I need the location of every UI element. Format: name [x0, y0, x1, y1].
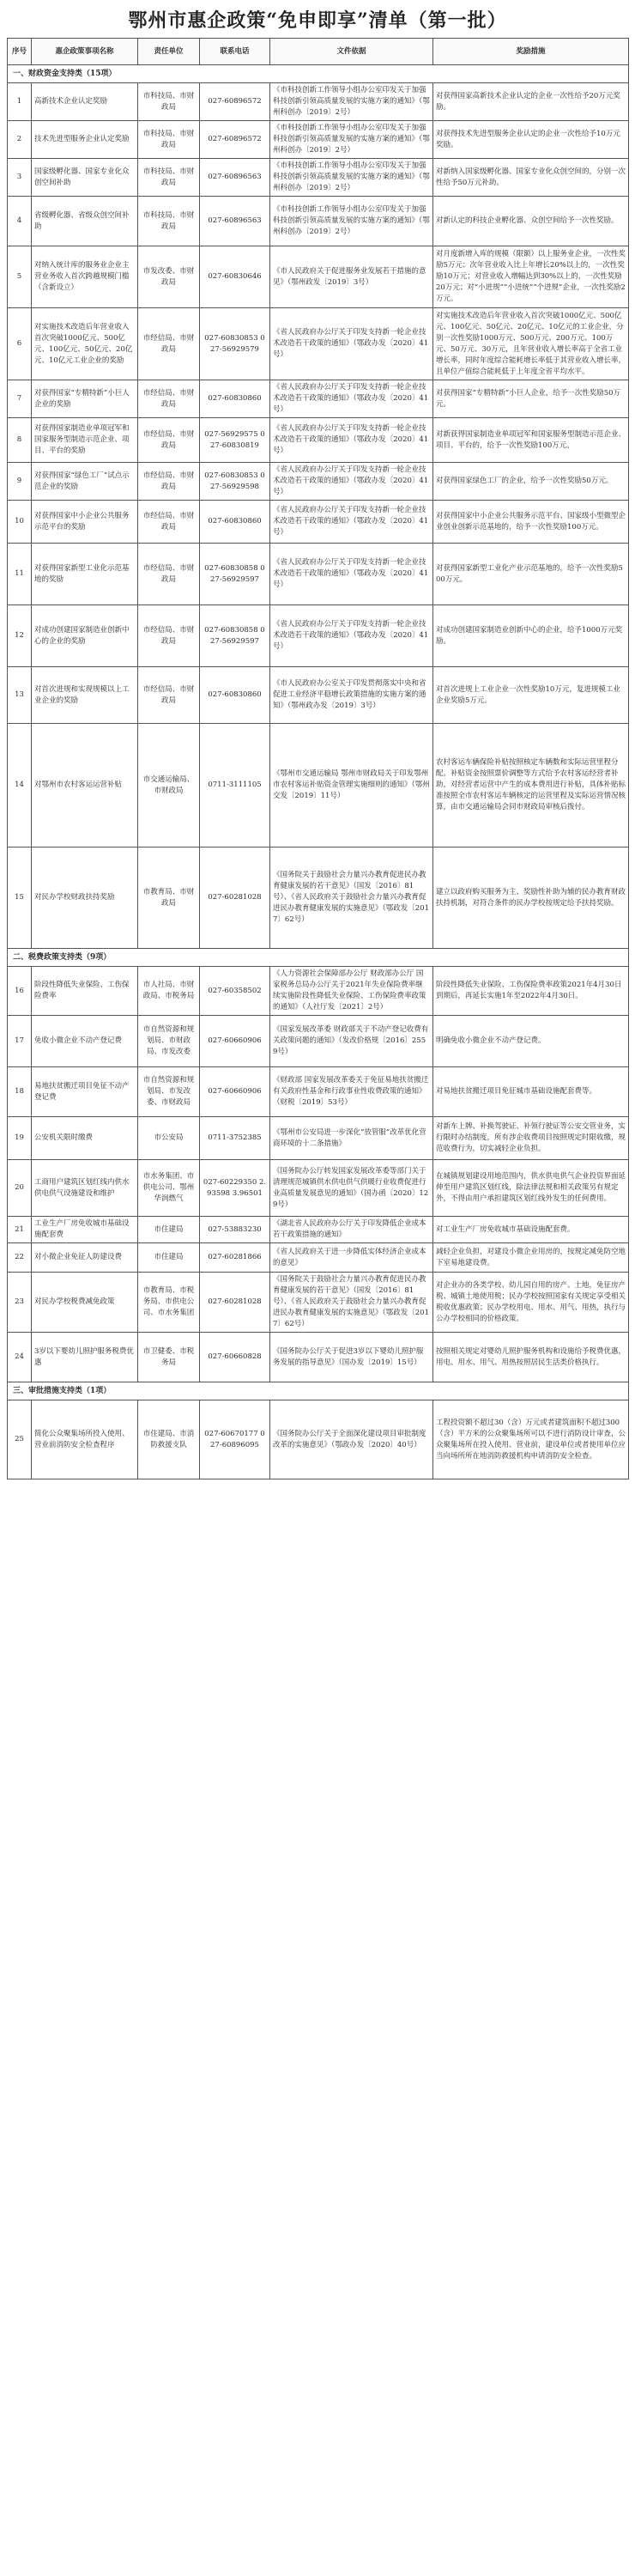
header-measure: 奖励措施	[433, 39, 629, 65]
row-number: 5	[8, 246, 32, 308]
policy-name: 对首次进规和实现规模以上工业企业的奖励	[32, 667, 138, 724]
contact-phone: 027-60660906	[200, 1067, 270, 1117]
reward-measure: 在城镇规划建设用地范围内，供水供电供气企业投资界面延伸至用户建筑区划红线，除法律法规和相关政策另有规定外，不得由用户承担建筑区划红线外发生的任何费用。	[433, 1160, 629, 1217]
table-row	[8, 967, 629, 1016]
reward-measure: 对易地扶贫搬迁项目免征城市基础设施配套费等。	[433, 1067, 629, 1117]
row-number: 15	[8, 848, 32, 949]
responsible-unit: 市自然资源和规划局、市发改委、市财政局	[138, 1067, 200, 1117]
contact-phone: 027-60830858 027-56929597	[200, 605, 270, 667]
document-basis: 《省人民政府办公厅关于印发支持新一轮企业技术改造若干政策的通知》（鄂政办发〔2020〕41号）	[270, 501, 433, 544]
table-row	[8, 83, 629, 121]
contact-phone: 027-60281028	[200, 1273, 270, 1333]
table-row	[8, 1117, 629, 1160]
contact-phone: 027-53883230	[200, 1217, 270, 1243]
reward-measure: 对获得国家高新技术企业认定的企业一次性给予20万元奖励。	[433, 83, 629, 121]
contact-phone: 027-60830858 027-56929597	[200, 544, 270, 605]
row-number: 8	[8, 418, 32, 463]
row-number: 16	[8, 967, 32, 1016]
reward-measure: 对新获得国家制造业单项冠军和国家服务型制造示范企业、项目、平台的，给予一次性奖励100万元。	[433, 418, 629, 463]
row-number: 4	[8, 197, 32, 246]
document-basis: 《市科技创新工作领导小组办公室印发关于加强科技创新引领高质量发展的实施方案的通知》（鄂州科创办〔2019〕2号）	[270, 159, 433, 197]
reward-measure: 工程投资额不超过30（含）万元或者建筑面积不超过300（含）平方米的公众聚集场所可以不进行消防设计审查，公众聚集场所在投入使用、营业前，建设单位或者使用单位应当向场所所在地消防救援机构申请消防安全检查。	[433, 1400, 629, 1479]
document-basis: 《国务院办公厅转发国家发展改革委等部门关于清理规范城镇供水供电供气供暖行业收费促进行业高质量发展意见的通知》（国办函〔2020〕129号）	[270, 1160, 433, 1217]
table-row	[8, 197, 629, 246]
responsible-unit: 市卫健委、市税务局	[138, 1333, 200, 1382]
responsible-unit: 市人社局、市财政局、市税务局	[138, 967, 200, 1016]
table-body	[8, 65, 629, 1479]
row-number: 17	[8, 1016, 32, 1067]
row-number: 2	[8, 121, 32, 159]
contact-phone: 027-60830860	[200, 380, 270, 418]
policy-name: 对成功创建国家制造业创新中心的企业的奖励	[32, 605, 138, 667]
document-page	[7, 3, 628, 1479]
contact-phone: 027-60358502	[200, 967, 270, 1016]
table-row	[8, 1016, 629, 1067]
row-number: 12	[8, 605, 32, 667]
header-phone: 联系电话	[200, 39, 270, 65]
document-basis: 《省人民政府办公厅关于印发支持新一轮企业技术改造若干政策的通知》（鄂政办发〔2020〕41号）	[270, 380, 433, 418]
document-basis: 《省人民政府办公厅关于印发支持新一轮企业技术改造若干政策的通知》（鄂政办发〔2020〕41号）	[270, 463, 433, 501]
section-heading: 二、税费政策支持类（9项）	[8, 949, 629, 967]
row-number: 11	[8, 544, 32, 605]
document-basis: 《省人民政府关于进一步降低实体经济企业成本的意见》	[270, 1243, 433, 1273]
reward-measure: 对新认定的科技企业孵化器、众创空间给予一次性奖励。	[433, 197, 629, 246]
document-basis: 《市科技创新工作领导小组办公室印发关于加强科技创新引领高质量发展的实施方案的通知》（鄂州科创办〔2019〕2号）	[270, 83, 433, 121]
reward-measure: 对获得国家新型工业化产业示范基地的，给予一次性奖励500万元。	[433, 544, 629, 605]
policy-name: 免收小微企业不动产登记费	[32, 1016, 138, 1067]
document-basis: 《国务院关于鼓励社会力量兴办教育促进民办教育健康发展的若干意见》（国发〔2016〕81号）、《省人民政府关于鼓励社会力量兴办教育促进民办教育健康发展的实施意见》（鄂政发〔2017〕62号）	[270, 848, 433, 949]
reward-measure: 对获得国家“专精特新”小巨人企业，给予一次性奖励50万元。	[433, 380, 629, 418]
document-basis: 《鄂州市交通运输局 鄂州市财政局关于印发鄂州市农村客运补贴资金管理实施细则的通知》（鄂州交发〔2019〕11号）	[270, 724, 433, 848]
contact-phone: 027-60830853 027-56929598	[200, 463, 270, 501]
document-title: 鄂州市惠企政策“免申即享”清单（第一批）	[128, 9, 507, 32]
contact-phone: 027-60670177 027-60896095	[200, 1400, 270, 1479]
responsible-unit: 市教育局、市税务局、市供电公司、市水务集团	[138, 1273, 200, 1333]
table-row	[8, 1273, 629, 1333]
document-basis: 《湖北省人民政府办公厅关于印发降低企业成本若干政策措施的通知》	[270, 1217, 433, 1243]
policy-name: 对小微企业免征人防建设费	[32, 1243, 138, 1273]
responsible-unit: 市自然资源和规划局、市财政局、市发改委	[138, 1016, 200, 1067]
row-number: 13	[8, 667, 32, 724]
table-row	[8, 418, 629, 463]
table-row	[8, 605, 629, 667]
reward-measure: 对成功创建国家制造业创新中心的企业，给予1000万元奖励。	[433, 605, 629, 667]
responsible-unit: 市经信局、市财政局	[138, 605, 200, 667]
policy-name: 对纳入统计库的服务业企业主营业务收入首次跨越规模门槛（含新设立）	[32, 246, 138, 308]
responsible-unit: 市发改委、市财政局	[138, 246, 200, 308]
responsible-unit: 市经信局、市财政局	[138, 544, 200, 605]
responsible-unit: 市经信局、市财政局	[138, 463, 200, 501]
header-name: 惠企政策事项名称	[32, 39, 138, 65]
policy-name: 对获得国家“专精特新”小巨人企业的奖励	[32, 380, 138, 418]
policy-name: 阶段性降低失业保险、工伤保险费率	[32, 967, 138, 1016]
table-row	[8, 308, 629, 380]
contact-phone: 0711-3752385	[200, 1117, 270, 1160]
section-heading-row	[8, 1382, 629, 1400]
table-row	[8, 667, 629, 724]
table-row	[8, 1217, 629, 1243]
table-row	[8, 159, 629, 197]
row-number: 24	[8, 1333, 32, 1382]
document-basis: 《市人民政府办公室关于印发贯彻落实中央和省促进工业经济平稳增长政策措施的实施方案的通知》（鄂州政办发〔2019〕3号）	[270, 667, 433, 724]
header-no: 序号	[8, 39, 32, 65]
row-number: 1	[8, 83, 32, 121]
policy-name: 技术先进型服务企业认定奖励	[32, 121, 138, 159]
document-basis: 《国务院办公厅关于全面深化建设项目审批制度改革的实施意见》（鄂政办发〔2020〕40号）	[270, 1400, 433, 1479]
responsible-unit: 市科技局、市财政局	[138, 121, 200, 159]
reward-measure: 阶段性降低失业保险、工伤保险费率政策2021年4月30日到期后，再延长实施1年至2022年4月30日。	[433, 967, 629, 1016]
table-row	[8, 724, 629, 848]
responsible-unit: 市住建局	[138, 1217, 200, 1243]
table-row	[8, 121, 629, 159]
reward-measure: 明确免收小微企业不动产登记费。	[433, 1016, 629, 1067]
document-basis: 《省人民政府办公厅关于印发支持新一轮企业技术改造若干政策的通知》（鄂政办发〔2020〕41号）	[270, 418, 433, 463]
document-basis: 《市人民政府关于促进服务业发展若干措施的意见》（鄂州政发〔2019〕3号）	[270, 246, 433, 308]
row-number: 14	[8, 724, 32, 848]
responsible-unit: 市科技局、市财政局	[138, 197, 200, 246]
document-basis: 《国务院办公厅关于促进3岁以下婴幼儿照护服务发展的指导意见》（国办发〔2019〕15号）	[270, 1333, 433, 1382]
responsible-unit: 市经信局、市财政局	[138, 418, 200, 463]
row-number: 22	[8, 1243, 32, 1273]
contact-phone: 0711-3111105	[200, 724, 270, 848]
reward-measure: 建立以政府购买服务为主、奖励性补助为辅的民办教育财政扶持机制，对符合条件的民办学校按规定给予扶持奖励。	[433, 848, 629, 949]
document-basis: 《鄂州市公安局进一步深化“放管服”改革优化营商环境的十二条措施》	[270, 1117, 433, 1160]
row-number: 23	[8, 1273, 32, 1333]
row-number: 18	[8, 1067, 32, 1117]
reward-measure: 对获得国家中小企业公共服务示范平台、国家级小型微型企业创业创新示范基地的，给予一次性奖励100万元。	[433, 501, 629, 544]
reward-measure: 对新车上牌、补换驾驶证、补领行驶证等公安交管业务，实行限时办结制度，所有涉企收费项目按照规定时限收缴，规范收费行为，切实减轻企业负担。	[433, 1117, 629, 1160]
policy-name: 工商用户建筑区划红线内供水供电供气设施建设和维护	[32, 1160, 138, 1217]
contact-phone: 027-60896572	[200, 121, 270, 159]
policy-table	[7, 38, 629, 1479]
section-heading: 三、审批措施支持类（1项）	[8, 1382, 629, 1400]
policy-name: 国家级孵化器、国家专业化众创空间补助	[32, 159, 138, 197]
responsible-unit: 市经信局、市财政局	[138, 308, 200, 380]
policy-name: 对获得国家制造业单项冠军和国家服务型制造示范企业、项目、平台的奖励	[32, 418, 138, 463]
reward-measure: 农村客运车辆保险补贴按照核定车辆数和实际运营里程分配。补贴资金按照票价调整等方式给予农村客运经营者补助，对经营者运营中产生的成本费用进行补贴，具体补贴标准按照全市农村客运车辆核定的运营里程及实际运营情况核算，由市交通运输局会同市财政局审核后拨付。	[433, 724, 629, 848]
policy-name: 对获得国家“绿色工厂”试点示范企业的奖励	[32, 463, 138, 501]
row-number: 25	[8, 1400, 32, 1479]
contact-phone: 027-56929575 027-60830819	[200, 418, 270, 463]
table-row	[8, 848, 629, 949]
row-number: 19	[8, 1117, 32, 1160]
section-heading-row	[8, 949, 629, 967]
document-basis: 《财政部 国家发展改革委关于免征易地扶贫搬迁有关政府性基金和行政事业性收费政策的通知》（财税〔2019〕53号）	[270, 1067, 433, 1117]
responsible-unit: 市住建局	[138, 1243, 200, 1273]
document-basis: 《国务院关于鼓励社会力量兴办教育促进民办教育健康发展的若干意见》（国发〔2016〕81号）、《省人民政府关于鼓励社会力量兴办教育促进民办教育健康发展的实施意见》（鄂政发〔2017〕62号）	[270, 1273, 433, 1333]
table-row	[8, 1400, 629, 1479]
contact-phone: 027-60229350 2.93598 3.96501	[200, 1160, 270, 1217]
contact-phone: 027-60281028	[200, 848, 270, 949]
document-basis: 《人力资源社会保障部办公厅 财政部办公厅 国家税务总局办公厅关于2021年失业保险费率继续实施阶段性降低失业保险、工伤保险费率政策的通知》（人社厅发〔2021〕2号）	[270, 967, 433, 1016]
document-basis: 《市科技创新工作领导小组办公室印发关于加强科技创新引领高质量发展的实施方案的通知》（鄂州科创办〔2019〕2号）	[270, 197, 433, 246]
row-number: 20	[8, 1160, 32, 1217]
table-header-row	[8, 39, 629, 65]
responsible-unit: 市住建局、市消防救援支队	[138, 1400, 200, 1479]
responsible-unit: 市水务集团、市供电公司、鄂州华润燃气	[138, 1160, 200, 1217]
responsible-unit: 市经信局、市财政局	[138, 667, 200, 724]
policy-name: 高新技术企业认定奖励	[32, 83, 138, 121]
policy-name: 对民办学校财政扶持奖励	[32, 848, 138, 949]
policy-name: 3岁以下婴幼儿照护服务税费优惠	[32, 1333, 138, 1382]
responsible-unit: 市科技局、市财政局	[138, 83, 200, 121]
row-number: 6	[8, 308, 32, 380]
contact-phone: 027-60830860	[200, 501, 270, 544]
table-row	[8, 1243, 629, 1273]
table-row	[8, 380, 629, 418]
contact-phone: 027-60896563	[200, 159, 270, 197]
contact-phone: 027-60660906	[200, 1016, 270, 1067]
contact-phone: 027-60830860	[200, 667, 270, 724]
reward-measure: 对首次进规上工业企业一次性奖励10万元，复进规模工业企业奖励5万元。	[433, 667, 629, 724]
document-basis: 《市科技创新工作领导小组办公室印发关于加强科技创新引领高质量发展的实施方案的通知》（鄂州科创办〔2019〕2号）	[270, 121, 433, 159]
document-basis: 《国家发展改革委 财政部关于不动产登记收费有关政策问题的通知》（发改价格规〔2016〕2559号）	[270, 1016, 433, 1067]
reward-measure: 对获得国家绿色工厂的企业，给予一次性奖励50万元。	[433, 463, 629, 501]
responsible-unit: 市交通运输局、市财政局	[138, 724, 200, 848]
row-number: 9	[8, 463, 32, 501]
reward-measure: 对实施技术改造后年营业收入首次突破1000亿元、500亿元、100亿元、50亿元、20亿元、10亿元的工业企业，分别一次性奖励1000万元、500万元、200万元、100万元、50万元、30万元，且年营业收入增长率高于全省工业增长率，同时年度综合能耗增长率低于其营业收入增长率，且单位产值综合能耗低于上年度全省平均水平。	[433, 308, 629, 380]
contact-phone: 027-60830646	[200, 246, 270, 308]
table-row	[8, 1160, 629, 1217]
policy-name: 对获得国家新型工业化示范基地的奖励	[32, 544, 138, 605]
policy-name: 易地扶贫搬迁项目免征不动产登记费	[32, 1067, 138, 1117]
policy-name: 省级孵化器、省级众创空间补助	[32, 197, 138, 246]
contact-phone: 027-60660828	[200, 1333, 270, 1382]
table-row	[8, 501, 629, 544]
policy-name: 对实施技术改造后年营业收入首次突破1000亿元、500亿元、100亿元、50亿元、20亿元、10亿元工业企业的奖励	[32, 308, 138, 380]
policy-name: 工业生产厂房免收城市基础设施配套费	[32, 1217, 138, 1243]
row-number: 10	[8, 501, 32, 544]
contact-phone: 027-60830853 027-56929579	[200, 308, 270, 380]
section-heading-row	[8, 65, 629, 83]
document-basis: 《省人民政府办公厅关于印发支持新一轮企业技术改造若干政策的通知》（鄂政办发〔2020〕41号）	[270, 308, 433, 380]
header-basis: 文件依据	[270, 39, 433, 65]
responsible-unit: 市教育局、市财政局	[138, 848, 200, 949]
responsible-unit: 市经信局、市财政局	[138, 501, 200, 544]
document-basis: 《省人民政府办公厅关于印发支持新一轮企业技术改造若干政策的通知》（鄂政办发〔2020〕41号）	[270, 605, 433, 667]
table-row	[8, 463, 629, 501]
responsible-unit: 市科技局、市财政局	[138, 159, 200, 197]
reward-measure: 对新纳入国家级孵化器、国家专业化众创空间的，分别一次性给予50万元补助。	[433, 159, 629, 197]
policy-name: 对鄂州市农村客运运营补贴	[32, 724, 138, 848]
table-row	[8, 1067, 629, 1117]
reward-measure: 对获得技术先进型服务企业认定的企业一次性给予10万元奖励。	[433, 121, 629, 159]
contact-phone: 027-60281866	[200, 1243, 270, 1273]
document-basis: 《省人民政府办公厅关于印发支持新一轮企业技术改造若干政策的通知》（鄂政办发〔2020〕41号）	[270, 544, 433, 605]
policy-name: 对民办学校税费减免政策	[32, 1273, 138, 1333]
policy-name: 对获得国家中小企业公共服务示范平台的奖励	[32, 501, 138, 544]
reward-measure: 对月度新增入库的规模（限额）以上服务业企业，一次性奖励5万元；次年营业收入比上年增长20%以上的，一次性奖励10万元；对营业收入增幅达到30%以上的，一次性奖励20万元；对“小进规”“小进统”“个进规”企业，一次性奖励2万元。	[433, 246, 629, 308]
reward-measure: 对工业生产厂房免收城市基础设施配套费。	[433, 1217, 629, 1243]
row-number: 7	[8, 380, 32, 418]
table-row	[8, 544, 629, 605]
contact-phone: 027-60896572	[200, 83, 270, 121]
reward-measure: 减轻企业负担，对建设小微企业用房的，按规定减免防空地下室易地建设费。	[433, 1243, 629, 1273]
responsible-unit: 市经信局、市财政局	[138, 380, 200, 418]
reward-measure: 按照相关规定对婴幼儿照护服务机构和设施给予税费优惠，用电、用水、用气、用热按照居民生活类价格执行。	[433, 1333, 629, 1382]
contact-phone: 027-60896563	[200, 197, 270, 246]
reward-measure: 对企业办的各类学校、幼儿园自用的房产、土地，免征房产税、城镇土地使用税；民办学校按照国家有关规定享受相关税收优惠政策；民办学校用电、用水、用气、用热，执行与公办学校相同的价格政策。	[433, 1273, 629, 1333]
policy-name: 公安机关限时缴费	[32, 1117, 138, 1160]
row-number: 21	[8, 1217, 32, 1243]
table-row	[8, 246, 629, 308]
row-number: 3	[8, 159, 32, 197]
responsible-unit: 市公安局	[138, 1117, 200, 1160]
section-heading: 一、财政资金支持类（15项）	[8, 65, 629, 83]
header-unit: 责任单位	[138, 39, 200, 65]
policy-name: 简化公众聚集场所投入使用、营业前消防安全检查程序	[32, 1400, 138, 1479]
table-row	[8, 1333, 629, 1382]
